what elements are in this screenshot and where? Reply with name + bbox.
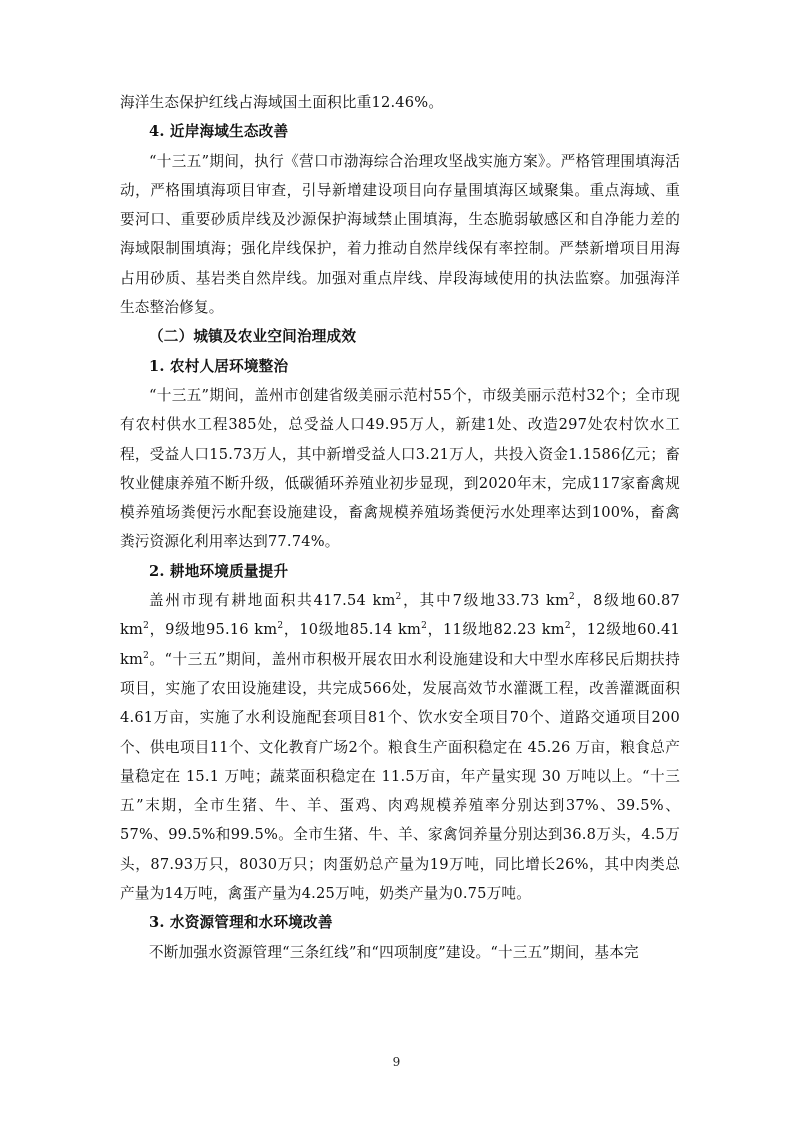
heading-farmland-quality: 2. 耕地环境质量提升 xyxy=(149,562,289,580)
heading-urban-agricultural: （二）城镇及农业空间治理成效 xyxy=(149,328,357,346)
superscript: 2 xyxy=(569,592,575,603)
heading-water-resources: 3. 水资源管理和水环境改善 xyxy=(149,914,333,932)
text-segment: ，12级地60.41 km xyxy=(120,621,680,668)
page-number: 9 xyxy=(392,1055,401,1069)
superscript: 2 xyxy=(564,621,571,632)
paragraph-nearshore: “十三五”期间，执行《营口市渤海综合治理攻坚战实施方案》。严格管理围填海活动，严格围填海项目审查，引导新增建设项目向存量围填海区域聚集。重点海域、重要河口、重要砂质岸线及沙源保护海域禁止围填海，生态脆弱敏感区和自净能力差的海域限制围填海；强化岸线保护，着力推动自然岸线保有率控制。严禁新增项目用海占用砂质、基岩类自然岸线。加强对重点岸线、岸段海域使用的执法监察。加强海洋生态整治修复。 xyxy=(120,152,680,317)
document-body xyxy=(120,88,680,967)
superscript: 2 xyxy=(421,621,428,632)
paragraph-rural-environment: “十三五”期间，盖州市创建省级美丽示范村55个，市级美丽示范村32个；全市现有农村供水工程385处，总受益人口49.95万人，新建1处、改造297处农村饮水工程，受益人口15.73万人，其中新增受益人口3.21万人，共投入资金1.1586亿元；畜牧业健康养殖不断升级，低碳循环养殖业初步显现，到2020年末，完成117家畜禽规模养殖场粪便污水配套设施建设，畜禽规模养殖场粪便污水处理率达到100%，畜禽粪污资源化利用率达到77.74%。 xyxy=(120,386,680,551)
text-segment: ，10级地85.14 km xyxy=(283,621,422,639)
heading-nearshore-ecology: 4. 近岸海域生态改善 xyxy=(149,123,289,141)
text-segment: ，8级地60.87 km xyxy=(120,592,681,639)
text-segment: ，其中7级地33.73 km xyxy=(401,592,570,610)
paragraph-farmland xyxy=(120,586,680,908)
text-segment: ，9级地95.16 km xyxy=(149,621,278,639)
superscript: 2 xyxy=(277,621,284,632)
superscript: 2 xyxy=(143,621,150,632)
superscript: 2 xyxy=(395,592,402,603)
text-segment: ，11级地82.23 km xyxy=(427,621,565,639)
heading-rural-environment: 1. 农村人居环境整治 xyxy=(149,357,289,375)
text-segment: 。“十三五”期间，盖州市积极开展农田水利设施建设和大中型水库移民后期扶持项目，实施了农田设施建设，共完成566处，发展高效节水灌溉工程，改善灌溉面积4.61万亩，实施了水利设施配套项目81个、饮水安全项目70个、道路交通项目200个、供电项目11个、文化教育广场2个。粮食生产面积稳定在 45.26 万亩，粮食总产量稳定在 15.1 万吨；蔬菜面积稳定在 11.5万亩，年产量实现 30 万吨以上。“十三五”末期，全市生猪、牛、羊、蛋鸡、肉鸡规模养殖率分别达到37%、39.5%、57%、99.5%和99.5%。全市生猪、牛、羊、家禽饲养量分别达到36.8万头，4.5万头，87.93万只，8030万只；肉蛋奶总产量为19万吨，同比增长26%，其中肉类总产量为14万吨，禽蛋产量为4.25万吨，奶类产量为0.75万吨。 xyxy=(120,650,680,903)
text-segment: 盖州市现有耕地面积共417.54 km xyxy=(149,592,396,610)
paragraph-water-resources: 不断加强水资源管理“三条红线”和“四项制度”建设。“十三五”期间，基本完 xyxy=(149,943,639,961)
superscript: 2 xyxy=(143,650,150,661)
paragraph-continued: 海洋生态保护红线占海域国土面积比重12.46%。 xyxy=(120,94,444,111)
